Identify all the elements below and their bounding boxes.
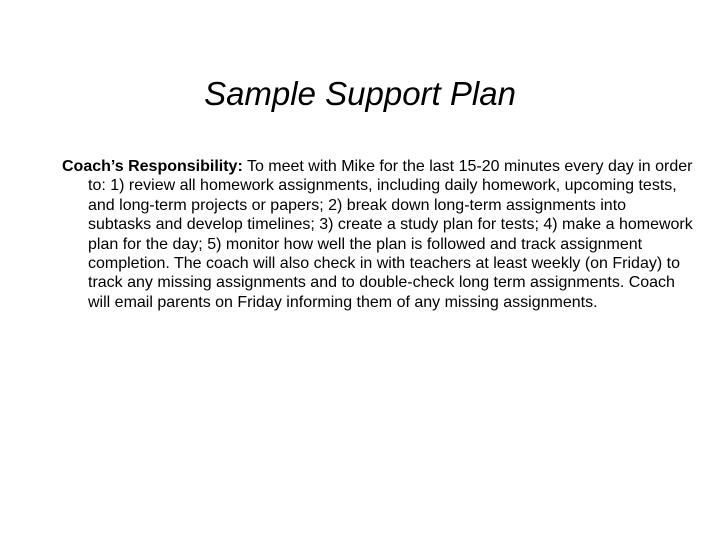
responsibility-lead: Coach’s Responsibility: [62, 158, 243, 175]
responsibility-text: To meet with Mike for the last 15-20 minutes every day in order to: 1) review all homework assignments, including daily homework, upcoming tests, and long-term projects or papers; 2) break down long-term assignments into subtasks and develop timelines; 3) create a study plan for tests; 4) make a homework plan for the day; 5) monitor how well the plan is followed and track assignment completion. The coach will also check in with teachers at least weekly (on Friday) to track any missing assignments and to double-check long term assignments. Coach will email parents on Friday informing them of any missing assignments. [88, 158, 693, 311]
responsibility-paragraph [62, 157, 693, 312]
slide-title: Sample Support Plan [204, 75, 516, 112]
